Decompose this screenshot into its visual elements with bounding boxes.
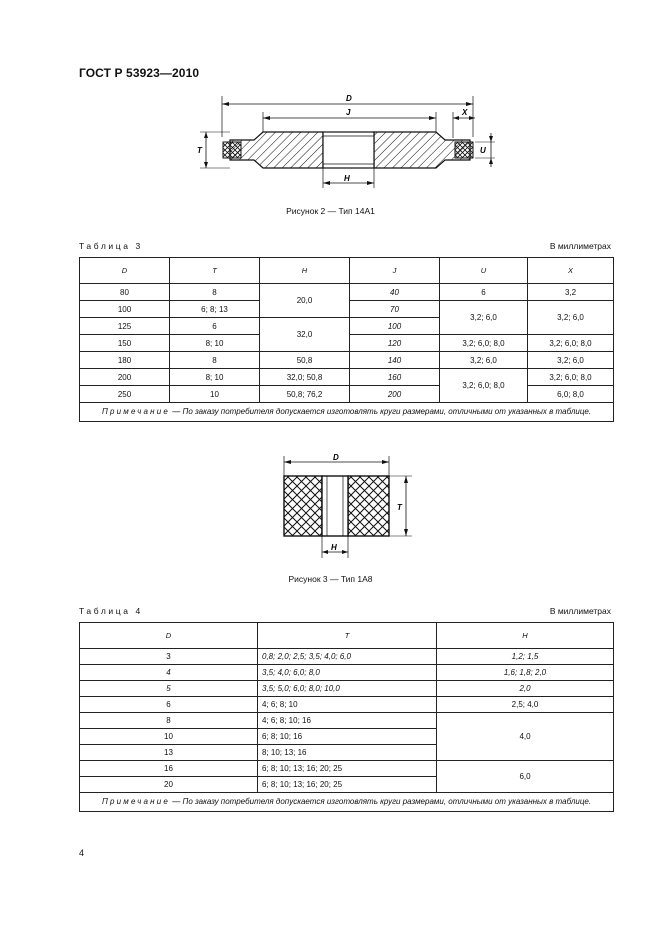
cell: 200 xyxy=(80,369,170,386)
cell: 125 xyxy=(80,318,170,335)
table-header-row xyxy=(80,623,614,649)
header-cell: H xyxy=(437,623,614,649)
table-row xyxy=(80,681,614,697)
dim-label-h: H xyxy=(344,174,350,183)
table-row xyxy=(80,284,614,301)
cell: 20,0 xyxy=(260,284,350,318)
table-row xyxy=(80,369,614,386)
cell: 3,5; 5,0; 6,0; 8,0; 10,0 xyxy=(258,681,437,697)
cell: 3,2; 6,0; 8,0 xyxy=(528,369,614,386)
cell: 6 xyxy=(440,284,528,301)
cell: 3,2; 6,0 xyxy=(440,301,528,335)
header-cell: U xyxy=(440,258,528,284)
cell: 3,2; 6,0; 8,0 xyxy=(528,335,614,352)
cell: 3 xyxy=(80,649,258,665)
note-text: — По заказу потребителя допускается изготовлять круги размерами, отличными от указанных в таблице. xyxy=(170,797,592,806)
cell: 1,2; 1,5 xyxy=(437,649,614,665)
cell: 3,2; 6,0 xyxy=(528,352,614,369)
cell: 200 xyxy=(350,386,440,403)
cell: 6; 8; 13 xyxy=(170,301,260,318)
header-cell: T xyxy=(258,623,437,649)
table-header-row xyxy=(80,258,614,284)
cell: 4 xyxy=(80,665,258,681)
table-row xyxy=(80,713,614,729)
cell: 50,8 xyxy=(260,352,350,369)
cell: 2,0 xyxy=(437,681,614,697)
table-4 xyxy=(79,622,614,812)
table-row xyxy=(80,352,614,369)
cell: 3,2; 6,0 xyxy=(528,301,614,335)
cell: 140 xyxy=(350,352,440,369)
table-3 xyxy=(79,257,614,422)
header-cell: D xyxy=(80,623,258,649)
table-row xyxy=(80,386,614,403)
cell: 32,0; 50,8 xyxy=(260,369,350,386)
cell: 10 xyxy=(80,729,258,745)
cell: 2,5; 4,0 xyxy=(437,697,614,713)
cell: 4,0 xyxy=(437,713,614,761)
cell: 3,2; 6,0; 8,0 xyxy=(440,335,528,352)
cell: 50,8; 76,2 xyxy=(260,386,350,403)
cell: 20 xyxy=(80,777,258,793)
cell: 5 xyxy=(80,681,258,697)
figure-2-drawing xyxy=(190,90,510,190)
dim-label-t: T xyxy=(197,146,202,155)
table-note xyxy=(80,793,614,812)
dim-label-x: X xyxy=(462,108,468,117)
header-cell: T xyxy=(170,258,260,284)
cell: 3,2; 6,0 xyxy=(440,352,528,369)
cell: 13 xyxy=(80,745,258,761)
figure-3-caption: Рисунок 3 — Тип 1А8 xyxy=(288,574,373,584)
cell: 40 xyxy=(350,284,440,301)
dim-label-u: U xyxy=(480,146,486,155)
cell: 8 xyxy=(170,284,260,301)
header-cell: J xyxy=(350,258,440,284)
cell: 3,2; 6,0; 8,0 xyxy=(440,369,528,403)
cell: 8; 10; 13; 16 xyxy=(258,745,437,761)
figure-2-caption: Рисунок 2 — Тип 14А1 xyxy=(286,206,375,216)
table-3-units: В миллиметрах xyxy=(549,241,611,251)
figure-3-drawing xyxy=(270,450,420,565)
header-cell: H xyxy=(260,258,350,284)
cell: 6; 8; 10; 13; 16; 20; 25 xyxy=(258,761,437,777)
cell: 180 xyxy=(80,352,170,369)
cell: 70 xyxy=(350,301,440,318)
cell: 6 xyxy=(80,697,258,713)
cell: 4; 6; 8; 10 xyxy=(258,697,437,713)
header-cell: D xyxy=(80,258,170,284)
cell: 32,0 xyxy=(260,318,350,352)
cell: 6 xyxy=(170,318,260,335)
cell: 120 xyxy=(350,335,440,352)
cell: 6; 8; 10; 16 xyxy=(258,729,437,745)
cell: 3,2 xyxy=(528,284,614,301)
cell: 6,0 xyxy=(437,761,614,793)
dim-label-j: J xyxy=(346,108,351,117)
cell: 4; 6; 8; 10; 16 xyxy=(258,713,437,729)
cell: 8 xyxy=(170,352,260,369)
page-number: 4 xyxy=(79,848,85,858)
cell: 8; 10 xyxy=(170,369,260,386)
cell: 3,5; 4,0; 6,0; 8,0 xyxy=(258,665,437,681)
table-4-label: Таблица 4 xyxy=(79,606,143,616)
cell: 250 xyxy=(80,386,170,403)
cell: 8 xyxy=(80,713,258,729)
cell: 0,8; 2,0; 2,5; 3,5; 4,0; 6,0 xyxy=(258,649,437,665)
header-cell: X xyxy=(528,258,614,284)
table-row xyxy=(80,697,614,713)
cell: 8; 10 xyxy=(170,335,260,352)
fig3-dim-label-t: T xyxy=(397,503,402,512)
table-4-units: В миллиметрах xyxy=(549,606,611,616)
table-3-label: Таблица 3 xyxy=(79,241,143,251)
table-note-row xyxy=(80,403,614,422)
cell: 100 xyxy=(350,318,440,335)
table-row xyxy=(80,761,614,777)
cell: 1,6; 1,8; 2,0 xyxy=(437,665,614,681)
dim-label-d: D xyxy=(346,94,352,103)
cell: 100 xyxy=(80,301,170,318)
fig3-dim-label-d: D xyxy=(333,453,339,462)
note-label: Примечание xyxy=(102,797,171,806)
cell: 80 xyxy=(80,284,170,301)
cell: 6,0; 8,0 xyxy=(528,386,614,403)
cell: 160 xyxy=(350,369,440,386)
cell: 16 xyxy=(80,761,258,777)
cell: 10 xyxy=(170,386,260,403)
table-row xyxy=(80,665,614,681)
cell: 6; 8; 10; 13; 16; 20; 25 xyxy=(258,777,437,793)
document-header: ГОСТ Р 53923—2010 xyxy=(79,66,200,80)
table-row xyxy=(80,649,614,665)
cell: 150 xyxy=(80,335,170,352)
table-note xyxy=(80,403,614,422)
note-text: — По заказу потребителя допускается изготовлять круги размерами, отличными от указанных в таблице. xyxy=(170,407,592,416)
fig3-dim-label-h: H xyxy=(331,543,337,552)
table-note-row xyxy=(80,793,614,812)
note-label: Примечание xyxy=(102,407,171,416)
